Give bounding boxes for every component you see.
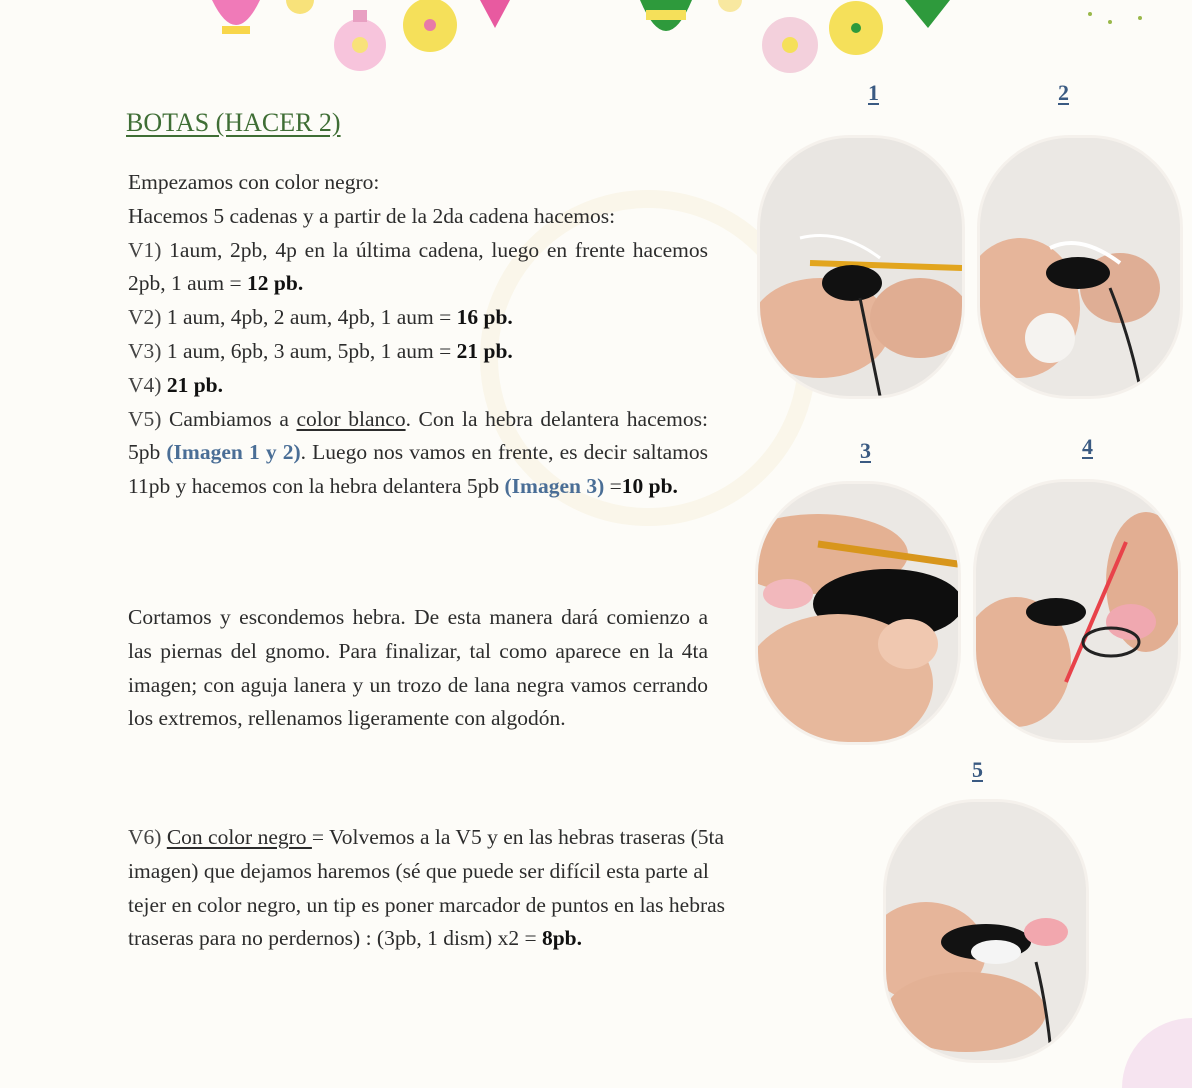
stitch-total: 8pb.	[541, 926, 582, 951]
brand-logo	[1122, 1018, 1192, 1088]
round-v5	[128, 403, 708, 504]
round-v2	[128, 301, 708, 335]
round-label: V5)	[128, 406, 162, 431]
image-number-4: 4	[1082, 434, 1093, 459]
round-text: Cambiamos a	[161, 406, 297, 431]
round-text: 1aum, 2pb, 4p en la última cadena, luego en frente hacemos 2pb, 1 aum =	[128, 237, 708, 296]
instructions-block	[128, 166, 708, 504]
round-v6-text	[128, 821, 728, 956]
round-v4	[128, 369, 708, 403]
image-number-5: 5	[972, 757, 983, 782]
round-label: V6)	[128, 825, 162, 849]
round-text: 1 aum, 4pb, 2 aum, 4pb, 1 aum =	[161, 305, 457, 330]
stitch-total: 16 pb.	[456, 305, 513, 330]
crochet-photo-2	[980, 138, 1180, 396]
closing-text: Cortamos y escondemos hebra. De esta manera dará comienzo a las piernas del gnomo. Para finalizar, tal como aparece en la 4ta imagen; con aguja lanera y un trozo de lana negra vamos cerrando los extremos, rellenamos ligeramente con algodón.	[128, 605, 708, 731]
intro-paragraph: Hacemos 5 cadenas y a partir de la 2da cadena hacemos:	[128, 203, 616, 228]
closing-paragraph	[128, 601, 708, 736]
crochet-photo-5	[886, 802, 1086, 1060]
image-number-2: 2	[1058, 80, 1069, 105]
round-label: V1)	[128, 237, 162, 262]
image-reference: (Imagen 3)	[504, 474, 605, 499]
round-text: = Volvemos a la V5 y en las hebras traseras (5ta imagen) que dejamos haremos (sé que puede ser difícil esta parte al tejer en color negro, un tip es poner marcador de puntos en las hebras traseras para no perdernos) : (3pb, 1 dism) x2 =	[128, 825, 726, 951]
stitch-total: 12 pb.	[247, 271, 304, 296]
intro-line: Empezamos con color negro:	[128, 170, 380, 194]
round-v6	[128, 821, 728, 956]
round-text: =	[604, 474, 622, 499]
stitch-total: 10 pb.	[621, 474, 678, 499]
crochet-photo-1	[760, 138, 962, 396]
crochet-photo-3	[758, 484, 958, 742]
crochet-photo-4	[976, 482, 1178, 740]
image-number-1: 1	[868, 80, 879, 105]
stitch-total: 21 pb.	[166, 372, 223, 397]
round-label: V2)	[128, 305, 162, 330]
round-label: V4)	[128, 372, 162, 397]
round-text: . Luego nos vamos en frente, es decir saltamos 11pb y hacemos con la hebra delantera 5pb	[128, 440, 708, 499]
round-v1	[128, 234, 708, 302]
section-title: BOTAS (HACER 2)	[126, 108, 341, 137]
round-text: 1 aum, 6pb, 3 aum, 5pb, 1 aum =	[161, 338, 457, 363]
christmas-ornaments-banner	[0, 0, 1192, 90]
image-number-3: 3	[860, 438, 871, 463]
stitch-total: 21 pb.	[456, 338, 513, 363]
image-reference: (Imagen 1 y 2)	[166, 440, 301, 465]
round-text: . Con la hebra delantera hacemos: 5pb	[128, 406, 708, 465]
round-label: V3)	[128, 338, 162, 363]
color-name: color blanco	[296, 406, 406, 431]
round-v3	[128, 335, 708, 369]
color-name: Con color negro	[166, 825, 312, 849]
